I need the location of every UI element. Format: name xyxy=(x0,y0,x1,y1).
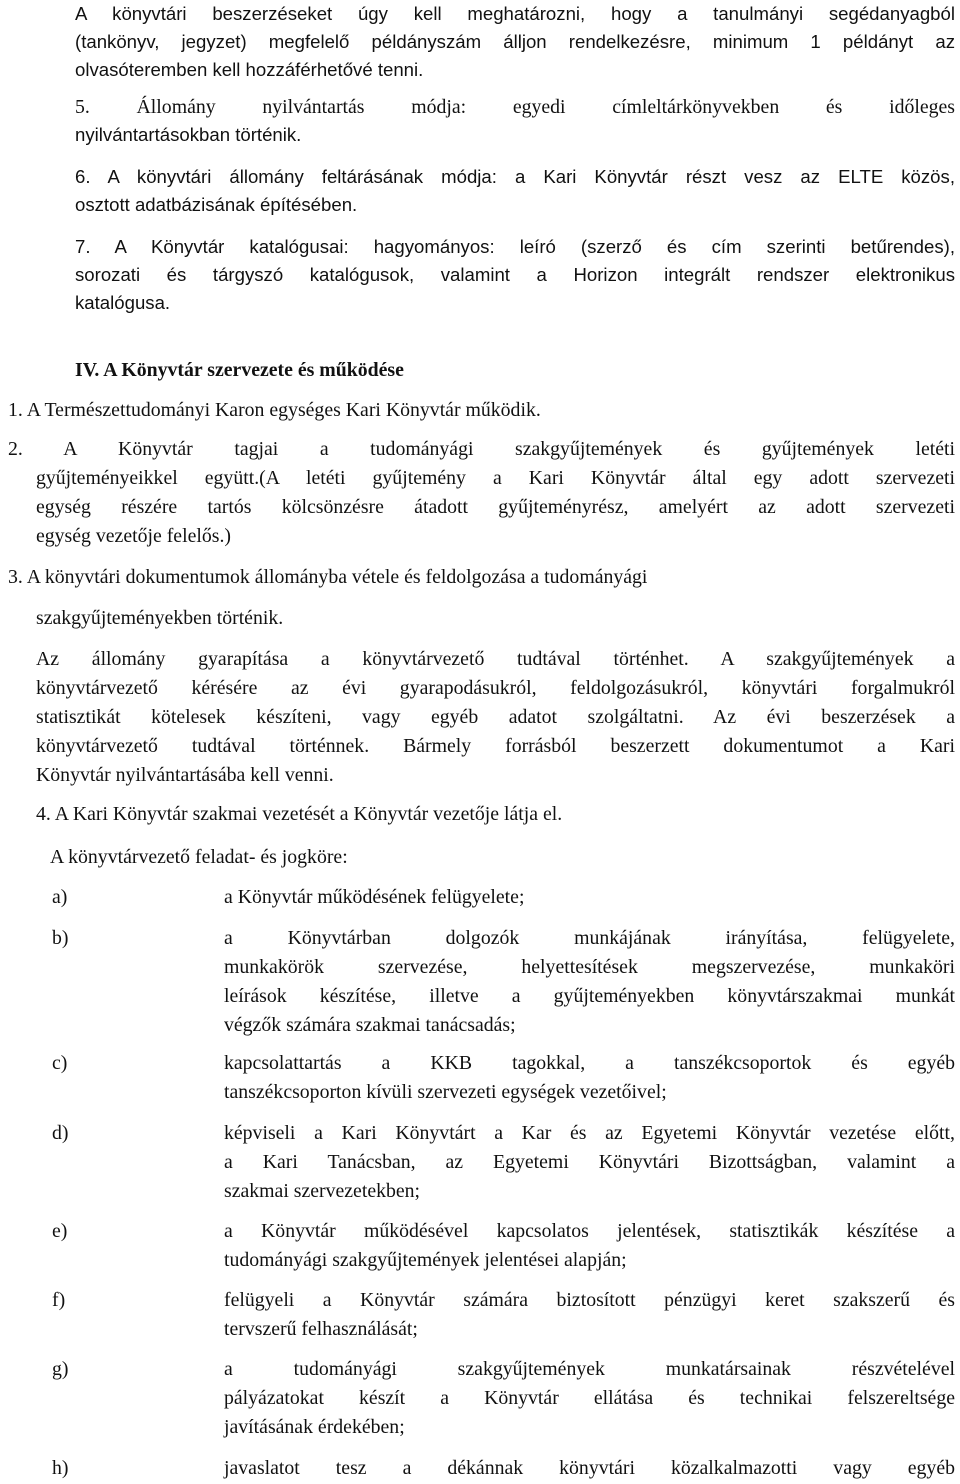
text-line: 3. A könyvtári dokumentumok állományba vétele és feldolgozása a tudományági xyxy=(8,566,648,588)
text-line: 4. A Kari Könyvtár szakmai vezetését a Könyvtár vezetője látja el. xyxy=(36,803,563,825)
list-marker: a) xyxy=(52,886,68,908)
list-marker: e) xyxy=(52,1220,68,1242)
text-line: Könyvtár nyilvántartásába kell venni. xyxy=(36,764,334,786)
text-line: munkakörök szervezése, helyettesítések megszervezése, munkaköri xyxy=(224,956,955,978)
text-line: pályázatokat készít a Könyvtár ellátása és technikai felszereltsége xyxy=(224,1387,955,1409)
text-line: tervszerű felhasználását; xyxy=(224,1318,418,1340)
text-line: 2. A Könyvtár tagjai a tudományági szakgyűjtemények és gyűjtemények letéti xyxy=(8,438,955,460)
text-line: a Könyvtárban dolgozók munkájának irányítása, felügyelete, xyxy=(224,927,955,949)
list-marker: g) xyxy=(52,1358,69,1380)
text-line: 6. A könyvtári állomány feltárásának módja: a Kari Könyvtár részt vesz az ELTE közös, xyxy=(75,166,955,187)
text-line: egység részére tartós kölcsönzésre átadott gyűjteményrész, amelyért az adott szervezeti xyxy=(36,496,955,518)
text-line: szakmai szervezetekben; xyxy=(224,1180,421,1202)
text-line: javításának érdekében; xyxy=(224,1416,405,1438)
text-line: sorozati és tárgyszó katalógusok, valamint a Horizon integrált rendszer elektronikus xyxy=(75,264,955,285)
list-marker: b) xyxy=(52,927,69,949)
list-marker: h) xyxy=(52,1457,69,1479)
text-line: 5. Állomány nyilvántartás módja: egyedi címleltárkönyvekben és időleges xyxy=(75,96,955,118)
text-line: a tudományági szakgyűjtemények munkatársainak részvételével xyxy=(224,1358,955,1380)
text-line: gyűjteményeikkel együtt.(A letéti gyűjtemény a Kari Könyvtár által egy adott szervezeti xyxy=(36,467,955,489)
text-line: könyvtárvezető kérésére az évi gyarapodásukról, feldolgozásukról, könyvtári forgalmukról xyxy=(36,677,955,699)
text-line: 7. A Könyvtár katalógusai: hagyományos: leíró (szerző és cím szerinti betűrendes), xyxy=(75,236,955,257)
text-line: tudományági szakgyűjtemények jelentései alapján; xyxy=(224,1249,627,1271)
list-marker: d) xyxy=(52,1122,69,1144)
text-line: könyvtárvezető tudtával történnek. Bármely forrásból beszerzett dokumentumot a Kari xyxy=(36,735,955,757)
list-marker: c) xyxy=(52,1052,68,1074)
text-line: a Kari Tanácsban, az Egyetemi Könyvtári Bizottságban, valamint a xyxy=(224,1151,955,1173)
text-line: a Könyvtár működésének felügyelete; xyxy=(224,886,525,908)
text-line: A könyvtári beszerzéseket úgy kell meghatározni, hogy a tanulmányi segédanyagból xyxy=(75,3,955,24)
text-line: A könyvtárvezető feladat- és jogköre: xyxy=(50,846,348,868)
text-line: leírások készítése, illetve a gyűjteményekben könyvtárszakmai munkát xyxy=(224,985,955,1007)
text-line: nyilvántartásokban történik. xyxy=(75,124,302,145)
text-line: szakgyűjteményekben történik. xyxy=(36,607,284,629)
text-line: IV. A Könyvtár szervezete és működése xyxy=(75,359,404,381)
text-line: végzők számára szakmai tanácsadás; xyxy=(224,1014,516,1036)
text-line: katalógusa. xyxy=(75,292,171,313)
text-line: Az állomány gyarapítása a könyvtárvezető tudtával történhet. A szakgyűjtemények a xyxy=(36,648,955,670)
text-line: képviseli a Kari Könyvtárt a Kar és az Egyetemi Könyvtár vezetése előtt, xyxy=(224,1122,955,1144)
text-line: kapcsolattartás a KKB tagokkal, a tanszékcsoportok és egyéb xyxy=(224,1052,955,1074)
text-line: osztott adatbázisának építésében. xyxy=(75,194,358,215)
text-line: egység vezetője felelős.) xyxy=(36,525,231,547)
list-marker: f) xyxy=(52,1289,66,1311)
text-line: (tankönyv, jegyzet) megfelelő példányszám álljon rendelkezésre, minimum 1 példányt az xyxy=(75,31,955,52)
text-line: tanszékcsoporton kívüli szervezeti egységek vezetőivel; xyxy=(224,1081,667,1103)
text-line: olvasóteremben kell hozzáférhetővé tenni. xyxy=(75,59,424,80)
text-line: statisztikát kötelesek készíteni, vagy egyéb adatot szolgáltatni. Az évi beszerzések a xyxy=(36,706,955,728)
text-line: a Könyvtár működésével kapcsolatos jelentések, statisztikák készítése a xyxy=(224,1220,955,1242)
text-line: javaslatot tesz a dékánnak könyvtári közalkalmazotti vagy egyéb xyxy=(224,1457,955,1479)
text-line: 1. A Természettudományi Karon egységes Kari Könyvtár működik. xyxy=(8,399,541,421)
text-line: felügyeli a Könyvtár számára biztosított pénzügyi keret szakszerű és xyxy=(224,1289,955,1311)
